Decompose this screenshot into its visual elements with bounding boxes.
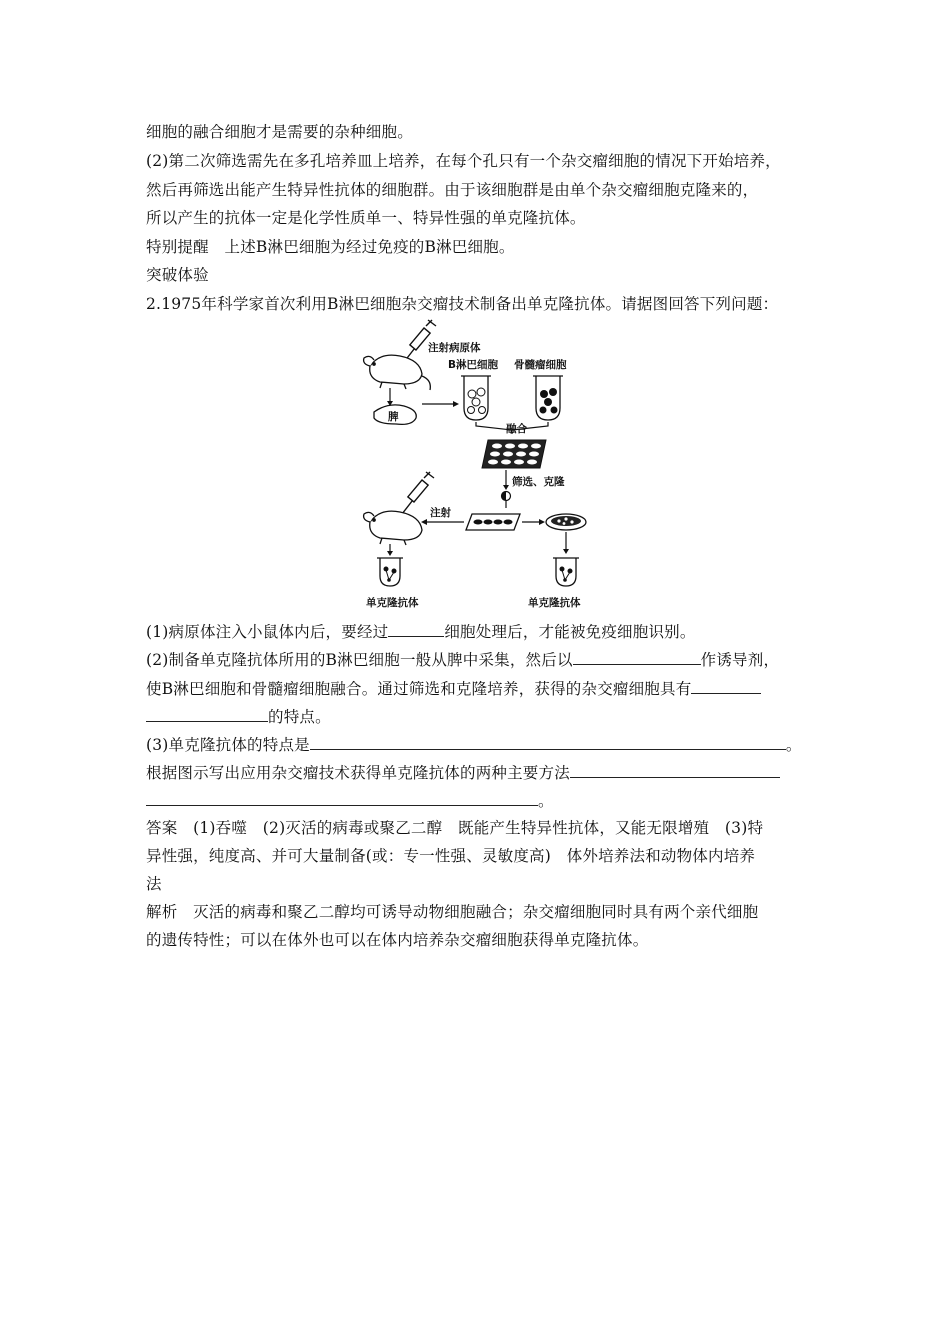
answer-blank-3b[interactable] (146, 707, 268, 722)
cloning-plate (466, 514, 520, 530)
mouse-icon-bottom (364, 511, 422, 545)
antibody-tube-left (377, 558, 403, 586)
text-line-4: 所以产生的抗体一定是化学性质单一、特异性强的单克隆抗体。 (146, 209, 586, 227)
question-1-text-a: (1)病原体注入小鼠体内后，要经过 (146, 623, 389, 641)
question-1 (146, 622, 696, 642)
text-line-2: (2)第二次筛选需先在多孔培养皿上培养，在每个孔只有一个杂交瘤细胞的情况下开始培养， (146, 152, 781, 170)
question-2 (146, 650, 779, 670)
label-fusion: 融合 (506, 423, 527, 435)
label-inject-pathogen: 注射病原体 (428, 342, 481, 354)
answer-blank-1[interactable] (388, 622, 444, 637)
section-heading: 突破体验 (146, 266, 209, 284)
analysis-line-2: 的遗传特性；可以在体外也可以在体内培养杂交瘤细胞获得单克隆抗体。 (146, 931, 649, 949)
text-line-3: 然后再筛选出能产生特异性抗体的细胞群。由于该细胞群是由单个杂交瘤细胞克隆来的， (146, 181, 759, 199)
answer-blank-5a[interactable] (570, 763, 780, 778)
question-2-text-b: 作诱导剂， (700, 651, 780, 669)
hybridoma-cell-icon (502, 492, 511, 501)
question-stem: 2.1975年科学家首次利用B淋巴细胞杂交瘤技术制备出单克隆抗体。请据图回答下列问题： (146, 295, 779, 313)
monoclonal-antibody-diagram (360, 318, 600, 614)
label-antibody-right: 单克隆抗体 (528, 597, 581, 609)
question-2-text-a: (2)制备单克隆抗体所用的B淋巴细胞一般从脾中采集，然后以 (146, 651, 573, 669)
question-3-end (146, 791, 554, 811)
analysis-line-1: 解析 灭活的病毒和聚乙二醇均可诱导动物细胞融合；杂交瘤细胞同时具有两个亲代细胞 (146, 903, 759, 921)
b-cell-tube (461, 376, 491, 420)
label-myeloma: 骨髓瘤细胞 (514, 359, 567, 371)
syringe-icon (404, 320, 436, 362)
culture-dish (546, 514, 586, 530)
question-3 (146, 735, 802, 755)
answer-blank-4[interactable] (310, 735, 786, 750)
answer-line-1: 答案 (1)吞噬 (2)灭活的病毒或聚乙二醇 既能产生特异性抗体，又能无限增殖 (3)特 (146, 819, 764, 837)
myeloma-tube (533, 376, 563, 420)
question-3-text-c: 根据图示写出应用杂交瘤技术获得单克隆抗体的两种主要方法 (146, 764, 570, 782)
answer-blank-2[interactable] (573, 650, 701, 665)
label-spleen: 脾 (388, 411, 399, 423)
label-b-cell: B淋巴细胞 (448, 359, 499, 371)
question-3-cont (146, 763, 780, 783)
antibody-tube-right (553, 558, 579, 586)
text-line-1: 细胞的融合细胞才是需要的杂种细胞。 (146, 123, 413, 141)
mouse-icon (364, 355, 431, 390)
fusion-plate (482, 440, 546, 468)
answer-line-3: 法 (146, 875, 162, 893)
question-3-text-d: 。 (538, 792, 554, 810)
answer-blank-5b[interactable] (146, 791, 538, 806)
question-1-text-b: 细胞处理后，才能被免疫细胞识别。 (444, 623, 696, 641)
answer-line-2: 异性强，纯度高、并可大量制备(或：专一性强、灵敏度高) 体外培养法和动物体内培养 (146, 847, 756, 865)
label-screen-clone: 筛选、克隆 (512, 476, 565, 488)
question-2-cont (146, 679, 761, 699)
question-2-text-d: 的特点。 (268, 708, 331, 726)
question-3-text-a: (3)单克隆抗体的特点是 (146, 736, 310, 754)
question-2-end (146, 707, 331, 727)
question-3-text-b: 。 (785, 736, 802, 754)
special-reminder: 特别提醒 上述B淋巴细胞为经过免疫的B淋巴细胞。 (146, 238, 515, 256)
label-inject: 注射 (430, 507, 451, 519)
question-2-text-c: 使B淋巴细胞和骨髓瘤细胞融合。通过筛选和克隆培养，获得的杂交瘤细胞具有 (146, 680, 692, 698)
label-antibody-left: 单克隆抗体 (366, 597, 419, 609)
answer-blank-3a[interactable] (691, 679, 761, 694)
